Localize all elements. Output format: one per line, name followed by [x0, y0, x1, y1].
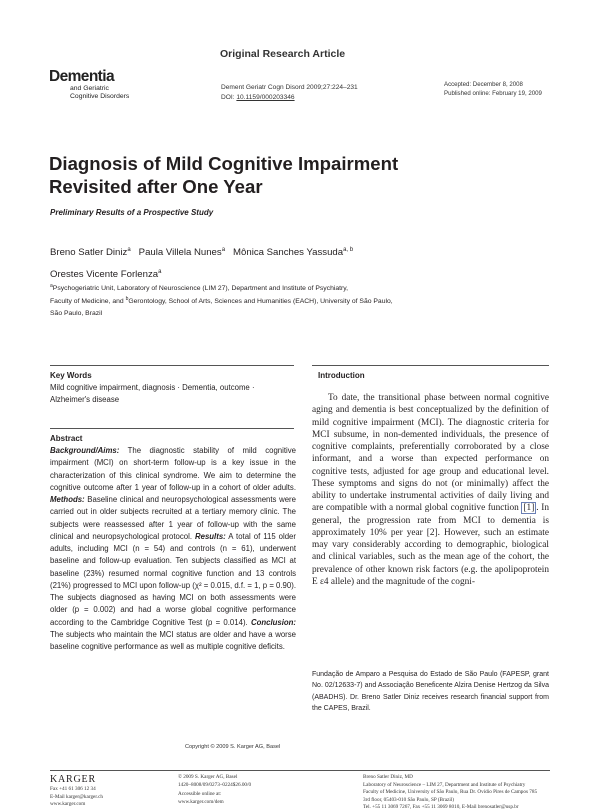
publication-info	[178, 774, 251, 789]
funding-note: Fundação de Amparo a Pesquisa do Estado de São Paulo (FAPESP, grant No. 02/12633-7) and Associação Beneficente Alzira Denise Hertzog da Silva (ABADHS). Dr. Breno Satler Diniz receives research financial support from the CAPES, Brazil.	[312, 671, 549, 712]
divider	[312, 365, 549, 366]
abstract-label: Conclusion:	[250, 617, 296, 627]
access-label: Accessible online at:	[178, 791, 222, 797]
affil-line	[50, 281, 520, 294]
email-link[interactable]: E-Mail karger@karger.ch	[50, 793, 103, 800]
introduction-body	[312, 392, 549, 588]
keywords-heading: Key Words	[50, 371, 92, 380]
doi-prefix: DOI:	[221, 93, 237, 101]
dates-block	[444, 81, 542, 98]
affil-text: Faculty of Medicine, and	[50, 298, 126, 306]
affil-line: São Paulo, Brazil	[50, 309, 103, 317]
accepted-date: Accepted: December 8, 2008	[444, 81, 523, 88]
title-line: Revisited after One Year	[49, 176, 263, 197]
issn-line: 1420–8008/09/0273–0224$26.00/0	[178, 781, 252, 788]
abstract-text: Baseline clinical and neuropsychological assessments were carried out in older subjects recruited at a tertiary memory clinic. The subjects were reassessed after 1 year of follow-up with the same clinical and neuropsychological protocol.	[50, 495, 296, 541]
intro-text: . In general, the progression rate from MCI to dementia is approximately 10% per year [2]. However, such an estimate may vary considerably according to demographic, biological and clinical variables, such as the mean age of the cohort, the prevalence of other known risk factors (e.g. the apolipoprotein E ε4 allele) and the magnitude of the cogni-	[312, 503, 549, 587]
author-list	[50, 241, 570, 284]
published-date: Published online: February 19, 2009	[444, 89, 542, 97]
author-name: Breno Satler Diniz	[50, 247, 128, 258]
abstract-body	[50, 445, 296, 653]
doi-link[interactable]: 10.1159/000203346	[236, 93, 295, 101]
footer-divider	[50, 770, 550, 771]
author-affil-sup: a	[221, 247, 226, 253]
author	[50, 247, 131, 258]
article-title	[49, 152, 569, 198]
affil-sup: a	[50, 283, 53, 289]
abstract-text: The diagnostic stability of mild cognitive impairment (MCI) on short-term follow-up is a key issue in the characterization of this clinical syndrome. We aim to determine the cognitive outcome after 1 year of follow-up in a cohort of older adults.	[50, 446, 296, 492]
keywords-body	[50, 382, 296, 406]
journal-citation-block	[221, 83, 358, 102]
journal-logo-name: Dementia	[49, 68, 114, 85]
access-info	[178, 791, 224, 806]
abstract-text: The subjects who maintain the MCI status are older and have a worse baseline cognitive performance as well as multiple cognitive deficits.	[50, 629, 296, 651]
publisher-name: KARGER	[50, 774, 96, 785]
affil-text: Psychogeriatric Unit, Laboratory of Neuroscience (LIM 27), Department and Institute of Psychiatry,	[52, 285, 349, 292]
corr-line: Faculty of Medicine, University of São Paulo, Rua Dr. Ovídio Pires de Campos 785	[363, 789, 538, 795]
copyright-notice: Copyright © 2009 S. Karger AG, Basel	[185, 744, 281, 750]
doi-line	[221, 93, 358, 103]
author-affil-sup: a	[127, 247, 131, 253]
corr-line: Breno Satler Diniz, MD	[363, 774, 413, 780]
access-link[interactable]: www.karger.com/dem	[178, 798, 224, 805]
logo-sub-line: Cognitive Disorders	[70, 92, 130, 100]
reference-link[interactable]: [1]	[523, 503, 535, 514]
abstract-label: Results:	[194, 531, 226, 541]
affil-text: Gerontology, School of Arts, Sciences and Humanities (EACH), University of São Paulo,	[128, 298, 393, 306]
abstract-heading: Abstract	[50, 434, 83, 443]
intro-text: To date, the transitional phase between normal cognitive aging and dementia is best conceptualized by the definition of mild cognitive impairment (MCI). The diagnostic criteria for MCI subsume, in non-demented individuals, the presence of cognitive complaints, preferentially corroborated by a close informant, and a worse than expected performance on cognitive tests, adjusted for age group and educational level. These symptoms and signs do not (or minimally) affect the ability to undertake instrumental activities of daily living and are compatible with a normal global cognitive function	[312, 393, 549, 514]
fax: Fax +41 61 306 12 34	[50, 786, 96, 792]
logo-sub-line: and Geriatric	[70, 85, 109, 92]
author-name: Paula Villela Nunes	[138, 247, 222, 258]
journal-logo-subtitle	[70, 85, 129, 100]
divider	[50, 365, 294, 366]
article-subtitle: Preliminary Results of a Prospective Study	[50, 208, 214, 217]
author-affil-sup: a	[158, 268, 162, 275]
article-type: Original Research Article	[220, 48, 346, 60]
citation: Dement Geriatr Cogn Disord 2009;27:224–231	[221, 84, 358, 91]
affil-line	[50, 294, 520, 307]
abstract-text: A total of 115 older adults, including MCI (n = 54) and controls (n = 61), underwent baseline and follow-up evaluation. Ten subjects classified as MCI at baseline (23%) resumed normal cognitive function and 13 controls (21%) progressed to MCI upon follow-up (χ² = 0.015, d.f. = 1, p = 0.90). The subjects diagnosed as having MCI on both assessments were older (p = 0.002) and had a worse global cognitive performance according to the Cambridge Cognitive Test (p = 0.014).	[50, 531, 296, 627]
affil-sup: b	[125, 296, 129, 303]
title-line: Diagnosis of Mild Cognitive Impairment	[49, 153, 399, 174]
author-affil-sup: a, b	[343, 247, 354, 253]
author-name: Mônica Sanches Yassuda	[233, 247, 344, 258]
website-link[interactable]: www.karger.com	[50, 801, 86, 807]
corr-line: Tel. +55 11 3069 7267, Fax +55 11 3069 8010, E-Mail brenosatler@usp.br	[363, 804, 519, 810]
correspondence	[363, 774, 563, 812]
publisher-contact	[50, 786, 103, 809]
divider	[50, 428, 294, 429]
keywords-line: Mild cognitive impairment, diagnosis · Dementia, outcome ·	[50, 383, 255, 392]
introduction-heading: Introduction	[318, 371, 365, 380]
author	[50, 269, 161, 280]
abstract-label: Background/Aims:	[50, 446, 120, 455]
corr-line: 3rd floor, 05403-010 São Paulo, SP (Brazil)	[363, 796, 454, 803]
corr-line: Laboratory of Neuroscience – LIM 27, Department and Institute of Psychiatry	[363, 781, 526, 788]
keywords-line: Alzheimer's disease	[50, 395, 120, 405]
affiliations	[50, 281, 520, 319]
author-name: Orestes Vicente Forlenza	[50, 268, 159, 280]
author	[139, 247, 225, 258]
author	[233, 247, 353, 258]
abstract-label: Methods:	[50, 495, 85, 504]
copyright-line: © 2009 S. Karger AG, Basel	[178, 774, 238, 780]
